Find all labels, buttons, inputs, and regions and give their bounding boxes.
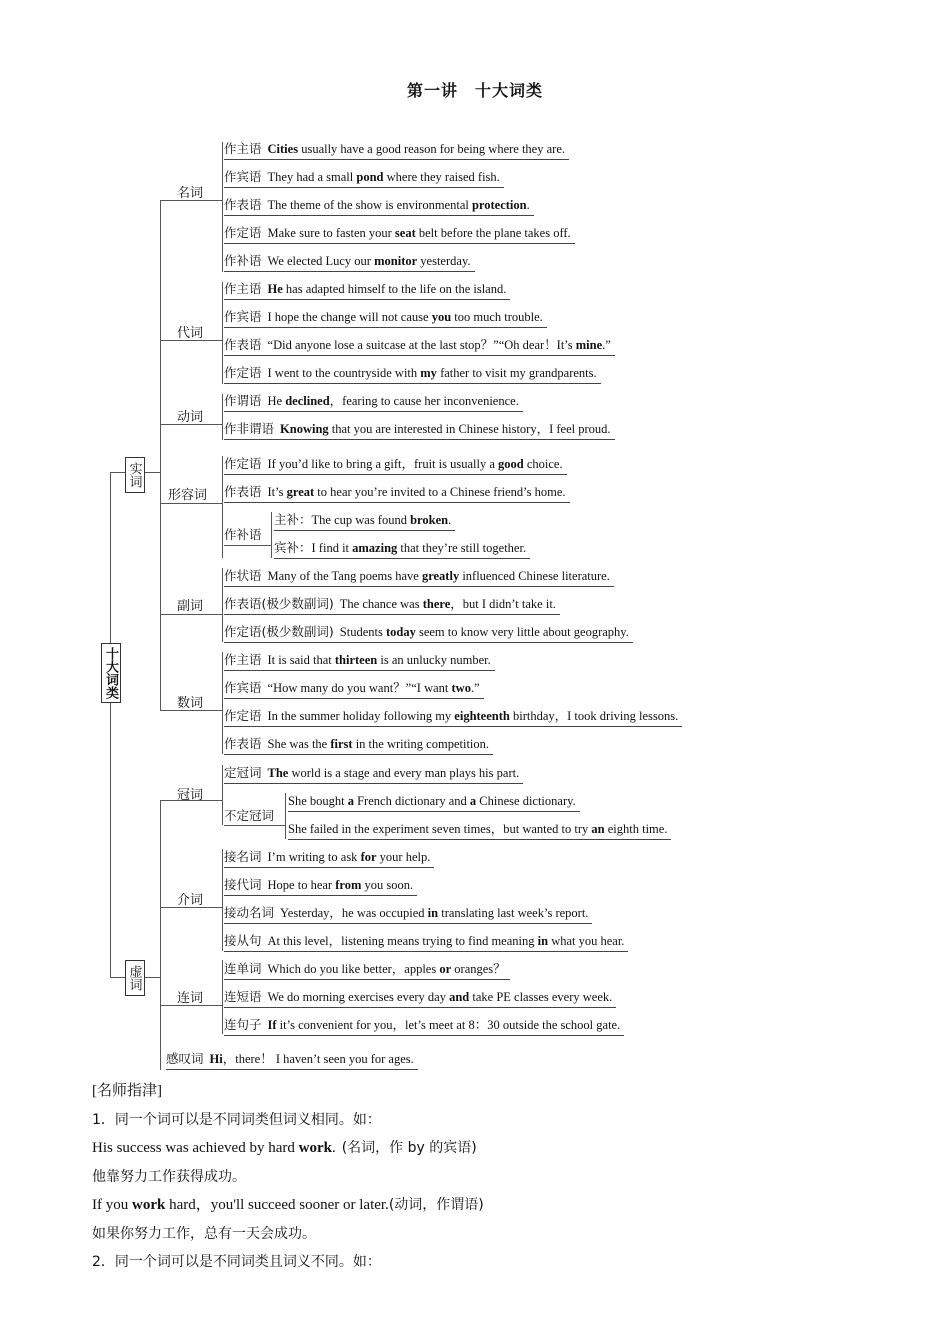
adj-complement-label: 作补语: [224, 527, 262, 542]
list-item: 作补语 We elected Lucy our monitor yesterday.: [224, 251, 475, 272]
branch-verb-v: [222, 394, 223, 440]
tree-line-xu-vertical: [160, 800, 161, 1070]
list-item: She bought a French dictionary and a Chinese dictionary.: [288, 791, 580, 812]
branch-adv-v: [222, 568, 223, 642]
pos-num: 数词: [177, 696, 204, 711]
list-item: 作宾语 “How many do you want？”“I want two.”: [224, 678, 484, 699]
branch-art-v: [222, 765, 223, 825]
category-xu-box: [125, 960, 145, 996]
list-item: 作主语 It is said that thirteen is an unlucky number.: [224, 650, 495, 671]
branch-pron-v: [222, 282, 223, 384]
category-shi-box: [125, 457, 145, 493]
list-item: 宾补：I find it amazing that they’re still together.: [274, 538, 530, 559]
tree-line-root-shi: [110, 472, 125, 473]
list-item: 作表语 It’s great to hear you’re invited to a Chinese friend’s home.: [224, 482, 570, 503]
adj-complement-h: [224, 545, 271, 546]
list-item: 作宾语 I hope the change will not cause you too much trouble.: [224, 307, 547, 328]
root-label: 十大词类: [104, 647, 119, 699]
indef-h: [224, 825, 285, 826]
list-item: 作表语(极少数副词) The chance was there，but I didn’t take it.: [224, 594, 560, 615]
list-item: 感叹词 Hi，there！ I haven’t seen you for ages.: [166, 1049, 418, 1070]
note-point-1: 1．同一个词可以是不同词类但词义相同。如：: [92, 1111, 381, 1128]
category-xu-label: 虚词: [127, 965, 143, 991]
pos-adv: 副词: [177, 599, 204, 614]
branch-adv-h: [160, 614, 222, 615]
list-item: 作非谓语 Knowing that you are interested in Chinese history，I feel proud.: [224, 419, 615, 440]
list-item: 作表语 The theme of the show is environmental protection.: [224, 195, 534, 216]
branch-conj-v: [222, 960, 223, 1034]
list-item: 作定语 In the summer holiday following my eighteenth birthday，I took driving lessons.: [224, 706, 682, 727]
branch-noun-v: [222, 142, 223, 272]
indef-v: [285, 793, 286, 839]
adj-complement-v: [271, 512, 272, 558]
list-item: 接名词 I’m writing to ask for your help.: [224, 847, 434, 868]
tree-line-root-xu: [110, 977, 125, 978]
pos-prep: 介词: [177, 893, 204, 908]
category-shi-label: 实词: [127, 462, 143, 488]
page-title: 第一讲 十大词类: [406, 83, 543, 100]
list-item: She failed in the experiment seven times，but wanted to try an eighth time.: [288, 819, 671, 840]
list-item: 接代词 Hope to hear from you soon.: [224, 875, 417, 896]
pos-noun: 名词: [177, 186, 204, 201]
list-item: 作定语(极少数副词) Students today seem to know very little about geography.: [224, 622, 633, 643]
list-item: 接动名词 Yesterday，he was occupied in translating last week’s report.: [224, 903, 592, 924]
branch-num-v: [222, 652, 223, 754]
branch-prep-v: [222, 849, 223, 951]
pos-art: 冠词: [177, 788, 204, 803]
pos-conj: 连词: [177, 991, 204, 1006]
list-item: 主补：The cup was found broken.: [274, 510, 455, 531]
branch-adj-h: [160, 503, 222, 504]
list-item: 作表语 She was the first in the writing competition.: [224, 734, 493, 755]
list-item: 作定语 Make sure to fasten your seat belt before the plane takes off.: [224, 223, 575, 244]
indefinite-article-label: 不定冠词: [224, 808, 275, 823]
example-1-translation: 他靠努力工作获得成功。: [92, 1168, 246, 1185]
pos-pron: 代词: [177, 326, 204, 341]
list-item: 作宾语 They had a small pond where they raised fish.: [224, 167, 504, 188]
list-item: 作谓语 He declined，fearing to cause her inconvenience.: [224, 391, 523, 412]
list-item: 连短语 We do morning exercises every day and take PE classes every week.: [224, 987, 616, 1008]
list-item: 作主语 He has adapted himself to the life on the island.: [224, 279, 510, 300]
list-item: 作定语 I went to the countryside with my father to visit my grandparents.: [224, 363, 601, 384]
note-point-2: 2．同一个词可以是不同词类且词义不同。如：: [92, 1254, 381, 1270]
tree-line-root-vertical: [110, 472, 111, 977]
list-item: 作状语 Many of the Tang poems have greatly influenced Chinese literature.: [224, 566, 614, 587]
example-2-translation: 如果你努力工作，总有一天会成功。: [92, 1225, 316, 1242]
list-item: 连句子 If it’s convenient for you，let’s meet at 8：30 outside the school gate.: [224, 1015, 624, 1036]
pos-adj: 形容词: [168, 488, 208, 503]
example-1: His success was achieved by hard work. (名词，作 by 的宾语): [92, 1140, 477, 1156]
notes-heading: [名师指津]: [92, 1083, 162, 1099]
pos-verb: 动词: [177, 410, 204, 425]
list-item: 接从句 At this level，listening means trying to find meaning in what you hear.: [224, 931, 628, 952]
list-item: 作表语 “Did anyone lose a suitcase at the last stop？”“Oh dear！It’s mine.”: [224, 335, 615, 356]
list-item: 作主语 Cities usually have a good reason for being where they are.: [224, 139, 569, 160]
list-item: 作定语 If you’d like to bring a gift，fruit is usually a good choice.: [224, 454, 567, 475]
tree-line-shi-vertical: [160, 200, 161, 710]
tree-line-xu-stub: [145, 977, 160, 978]
branch-adj-v: [222, 456, 223, 558]
root-label-box: [101, 643, 121, 703]
list-item: 定冠词 The world is a stage and every man plays his part.: [224, 763, 523, 784]
list-item: 连单词 Which do you like better，apples or oranges？: [224, 959, 510, 980]
example-2: If you work hard，you'll succeed sooner or later.(动词，作谓语): [92, 1197, 484, 1213]
notes-section: [92, 1077, 892, 1277]
tree-line-shi-stub: [145, 472, 160, 473]
